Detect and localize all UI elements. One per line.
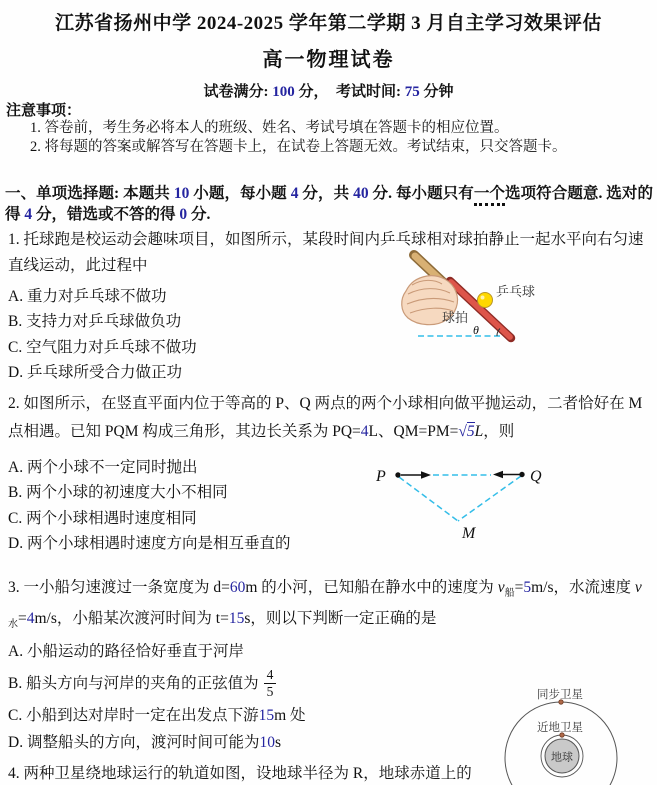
exam-meta-line: 试卷满分: 100 分， 考试时间: 75 分钟 (203, 84, 454, 100)
question-3-option-c: C. 小船到达对岸时一定在出发点下游 15 m 处 (8, 707, 306, 725)
point-q-label: Q (530, 468, 542, 485)
exam-subtitle: 高一物理试卷 (262, 49, 395, 71)
question-2-option-b: B. 两个小球的初速度大小不相同 (8, 484, 228, 502)
question-4 (8, 761, 505, 785)
arrowhead-left (493, 471, 503, 479)
velocity-variable-water: v (634, 579, 642, 596)
geostationary-satellite-label: 同步卫星 (537, 689, 583, 701)
arrowhead-right (421, 471, 431, 479)
question-3-option-b-text: B. 船头方向与河岸的夹角的正弦值为 (8, 674, 259, 692)
pm-dashed-line (399, 477, 458, 521)
sqrt-radicand: 5 (466, 423, 475, 440)
question-4-figure (498, 648, 657, 785)
question-2-figure (374, 459, 554, 549)
question-2-stem-a: 如图所示，在竖直平面内位于等高的 P、Q 两点的两个小球相向做平抛运动，二者恰好在 M 点相遇。已知 PQM 构成三角形，其边长关系为 PQ=4L、QM=PM= (8, 395, 643, 440)
question-2-option-a: A. 两个小球不一定同时抛出 (8, 459, 198, 476)
low-earth-satellite-label: 近地卫星 (537, 722, 583, 734)
subscript-water: 水 (8, 619, 18, 631)
question-3-number: 3. (8, 579, 20, 596)
point-m-label: M (462, 525, 476, 542)
question-4-stem: 两种卫星绕地球运行的轨道如图，设地球半径为 R，地球赤道上的 (19, 765, 472, 782)
subscript-boat: 船 (504, 588, 515, 600)
question-1-figure (398, 247, 588, 358)
length-variable: L (474, 423, 484, 440)
point-p-label: P (376, 468, 386, 485)
question-1-option-b: B. 支持力对乒乓球做负功 (8, 313, 182, 331)
question-2-option-c: C. 两个小球相遇时速度相同 (8, 509, 197, 527)
question-3-option-d: D. 调整船头的方向，渡河时间可能为 10 s (8, 734, 281, 752)
fraction-numerator: 4 (264, 667, 277, 684)
projectile-triangle-diagram (374, 459, 554, 544)
question-1-stem: 托球跑是校运动会趣味项目，如图所示，某段时间内乒乓球相对球拍静止一起水平向右匀速直线运动，此过程中 (8, 231, 644, 274)
fraction-denominator: 5 (266, 683, 274, 699)
question-3-text (8, 575, 649, 637)
question-2-stem-b: ，则 (483, 423, 515, 440)
question-4-number: 4. (8, 765, 20, 782)
question-3-option-a: A. 小船运动的路径恰好垂直于河岸 (8, 643, 244, 661)
question-3-stem-1: 一小船匀速渡过一条宽度为 d=60m 的小河，已知船在静水中的速度为 (19, 579, 498, 596)
ball-highlight (481, 296, 485, 300)
question-3-option-b-fraction (264, 667, 277, 699)
section-heading (5, 183, 653, 225)
qm-dashed-line (458, 476, 521, 521)
question-2-option-d: D. 两个小球相遇时速度方向是相互垂直的 (8, 535, 291, 553)
theta-label: θ (473, 323, 479, 337)
paddle-label: 球拍 (442, 310, 469, 325)
ping-pong-ball (478, 293, 493, 308)
page-title: 江苏省扬州中学 2024-2025 学年第二学期 3 月自主学习效果评估 (55, 13, 602, 34)
section-heading-emphasis: 一个 (474, 185, 505, 206)
notice-heading: 注意事项： (6, 103, 82, 119)
earth-label: 地球 (551, 751, 573, 764)
satellite-orbits-diagram (498, 648, 657, 785)
question-2-text (8, 390, 649, 446)
section-heading-part2: 选项符合题意. 选对的得 4 分，错选或不答的得 0 分. (5, 185, 653, 223)
question-3-stem-2: =5m/s，水流速度 (514, 579, 635, 596)
question-4-text (8, 761, 505, 785)
question-1-number: 1. (8, 231, 20, 248)
question-1-option-d: D. 乒乓球所受合力做正功 (8, 364, 182, 382)
question-1-option-c: C. 空气阻力对乒乓球不做功 (8, 338, 197, 356)
ball-label: 乒乓球 (496, 284, 536, 299)
question-3-stem-3: =4m/s，小船某次渡河时间为 t=15s，则以下判断一定正确的是 (18, 610, 437, 628)
notice-item: 1. 答卷前，考生务必将本人的班级、姓名、考试号填在答题卡的相应位置。 (30, 120, 509, 136)
notice-list (30, 119, 647, 157)
question-1-option-a: A. 重力对乒乓球不做功 (8, 288, 167, 305)
velocity-variable-boat: v (497, 579, 505, 596)
question-2-number: 2. (8, 395, 20, 412)
point-q-dot (519, 472, 524, 477)
sqrt-symbol: √ (458, 423, 467, 440)
section-heading-part1: 一、单项选择题: 本题共 10 小题，每小题 4 分，共 40 分. 每小题只有 (5, 185, 474, 202)
paddle-ball-diagram (398, 247, 588, 353)
notice-item: 2. 将每题的答案或解答写在答题卡上，在试卷上答题无效。考试结束，只交答题卡。 (30, 139, 567, 155)
point-p-dot (395, 472, 400, 477)
